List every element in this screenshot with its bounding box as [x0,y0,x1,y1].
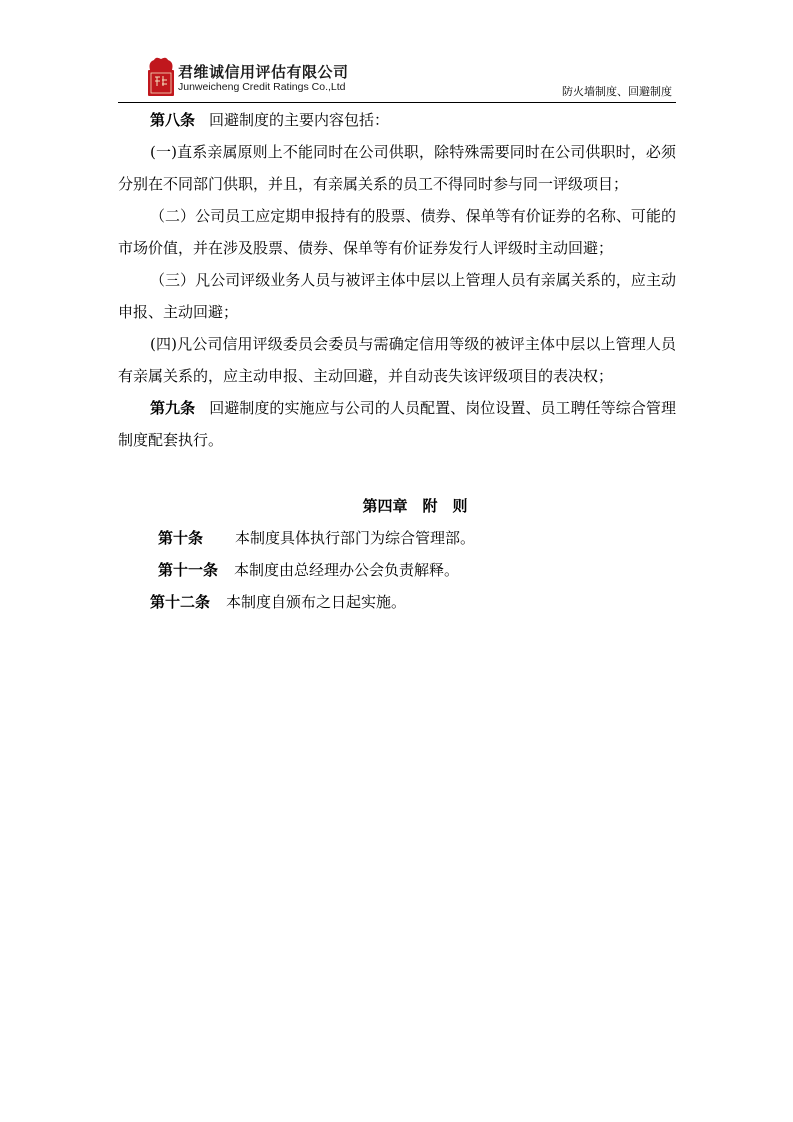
clause-3 [118,264,676,328]
clause-2 [118,200,676,264]
clause-text: （三）凡公司评级业务人员与被评主体中层以上管理人员有亲属关系的，应主动申报、主动回避； [118,271,676,321]
article-text: 本制度由总经理办公会负责解释。 [234,561,460,579]
page-header [118,52,676,103]
clause-text: （二）公司员工应定期申报持有的股票、债券、保单等有价证券的名称、可能的市场价值，并在涉及股票、债券、保单等有价证券发行人评级时主动回避； [118,207,676,257]
company-name-cn: 君维诚信用评估有限公司 [178,63,349,81]
article-label: 第十二条 [150,593,211,611]
article-11 [118,554,676,586]
article-8 [118,104,676,136]
article-text: 回避制度的实施应与公司的人员配置、岗位设置、员工聘任等综合管理制度配套执行。 [118,399,676,449]
article-text: 本制度具体执行部门为综合管理部。 [235,529,476,547]
article-label: 第九条 [150,399,196,417]
article-label: 第十条 [158,529,204,547]
clause-text: (一)直系亲属原则上不能同时在公司供职，除特殊需要同时在公司供职时，必须分别在不同部门供职，并且，有亲属关系的员工不得同时参与同一评级项目； [118,143,676,193]
clause-1 [118,136,676,200]
article-text: 本制度自颁布之日起实施。 [226,593,407,611]
document-title: 防火墙制度、回避制度 [562,85,672,98]
article-10 [118,522,676,554]
document-body [118,104,676,618]
article-text: 回避制度的主要内容包括： [209,111,390,129]
article-9 [118,392,676,456]
article-label: 第十一条 [158,561,219,579]
article-label: 第八条 [150,111,196,129]
chapter-heading: 第四章 附 则 [362,497,468,515]
company-name-en: Junweicheng Credit Ratings Co.,Ltd [178,81,346,93]
article-12 [118,586,676,618]
red-seal-logo-icon [144,56,178,98]
clause-4 [118,328,676,392]
clause-text: (四)凡公司信用评级委员会委员与需确定信用等级的被评主体中层以上管理人员有亲属关系的，应主动申报、主动回避，并自动丧失该评级项目的表决权； [118,335,676,385]
